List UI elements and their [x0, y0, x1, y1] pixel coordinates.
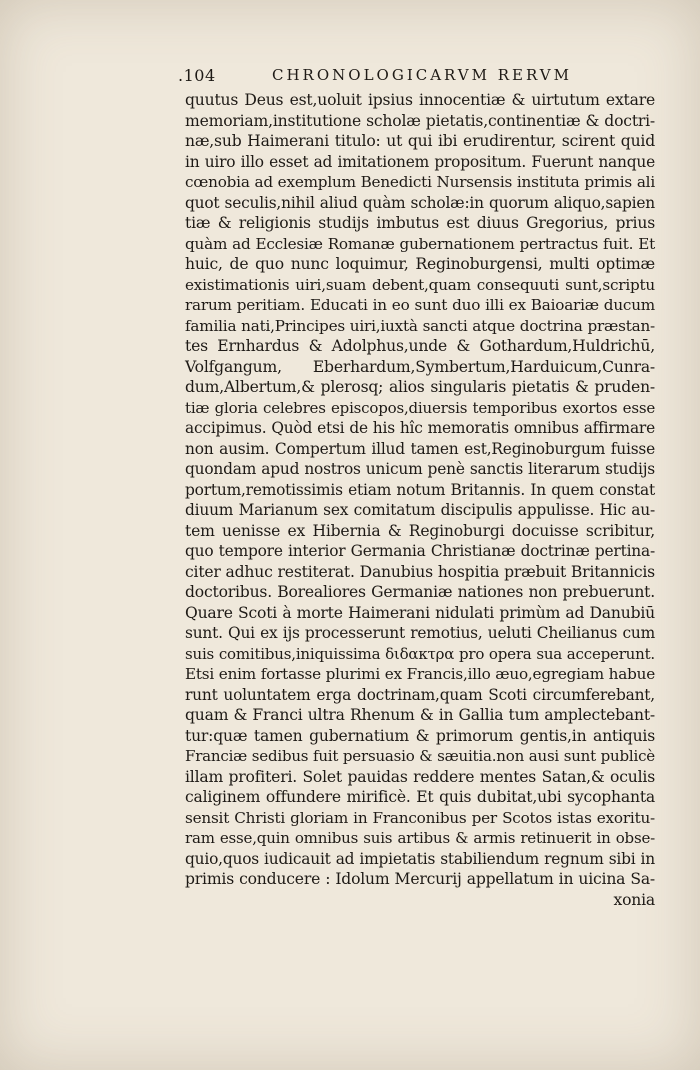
- text-line: Volfgangum, Eberhardum,Symbertum,Harduicum,Cunra-: [185, 357, 655, 376]
- text-line: quam & Franci ultra Rhenum & in Gallia tum amplectebant-: [185, 706, 655, 724]
- text-line: ram esse,quin omnibus suis artibus & armis retinuerit in obse-: [185, 829, 655, 847]
- text-line: næ,sub Haimerani titulo: ut qui ibi erudirentur, scirent quid: [185, 132, 655, 150]
- text-line: quàm ad Ecclesiæ Romanæ gubernationem pertractus fuit. Et: [185, 234, 655, 253]
- body-text: [185, 90, 655, 910]
- text-line: non ausim. Compertum illud tamen est,Reginoburgum fuisse: [185, 439, 655, 458]
- text-line: illam profiteri. Solet pauidas reddere mentes Satan,& oculis: [185, 767, 655, 786]
- text-line: existimationis uiri,suam debent,quam consequuti sunt,scriptu: [185, 275, 655, 294]
- text-line: sunt. Qui ex ijs processerunt remotius, ueluti Cheilianus cum: [185, 624, 655, 642]
- text-line: sensit Christi gloriam in Franconibus per Scotos istas exoritu-: [185, 808, 655, 827]
- catchword: xonia: [613, 890, 655, 909]
- text-line: quondam apud nostros unicum penè sanctis literarum studijs: [185, 460, 655, 478]
- page-number: .104: [178, 66, 216, 85]
- text-line: tes Ernhardus & Adolphus,unde & Gothardum,Huldrichū,: [185, 337, 655, 355]
- text-line: caliginem offundere mirificè. Et quis dubitat,ubi sycophanta: [185, 788, 655, 806]
- text-line: tiæ & religionis studijs imbutus est diuus Gregorius, prius: [185, 214, 655, 232]
- text-line: Quare Scoti à morte Haimerani nidulati primùm ad Danubiū: [185, 603, 655, 622]
- text-line: Franciæ sedibus fuit persuasio & sæuitia.non ausi sunt publicè: [185, 747, 655, 765]
- text-line: huic, de quo nunc loquimur, Reginoburgensi, multi optimæ: [185, 255, 655, 273]
- text-line: tem uenisse ex Hibernia & Reginoburgi docuisse scribitur,: [185, 521, 655, 540]
- text-line: suis comitibus,iniquissima διδακτρα pro opera sua acceperunt.: [185, 644, 655, 663]
- text-line: dum,Albertum,& plerosq; alios singularis pietatis & pruden-: [185, 378, 655, 396]
- text-line: quot seculis,nihil aliud quàm scholæ:in quorum aliquo,sapien: [185, 193, 655, 212]
- text-line: runt uoluntatem erga doctrinam,quam Scoti circumferebant,: [185, 685, 655, 704]
- text-line: accipimus. Quòd etsi de his hîc memoratis omnibus affirmare: [185, 419, 655, 437]
- text-line: quutus Deus est,uoluit ipsius innocentiæ & uirtutum extare: [185, 91, 655, 109]
- text-line: tiæ gloria celebres episcopos,diuersis temporibus exortos esse: [185, 398, 655, 417]
- text-line: primis conducere : Idolum Mercurij appellatum in uicina Sa-: [185, 870, 655, 888]
- text-line: familia nati,Principes uiri,iuxtà sancti atque doctrina præstan-: [185, 316, 655, 335]
- text-line: in uiro illo esset ad imitationem propositum. Fuerunt nanque: [185, 152, 655, 171]
- text-line: tur:quæ tamen gubernatium & primorum gentis,in antiquis: [185, 726, 655, 745]
- text-line: Etsi enim fortasse plurimi ex Francis,illo æuo,egregiam habue: [185, 665, 655, 683]
- text-line: portum,remotissimis etiam notum Britannis. In quem constat: [185, 480, 655, 499]
- text-line: diuum Marianum sex comitatum discipulis appulisse. Hic au-: [185, 501, 655, 519]
- running-title: CHRONOLOGICARVM RERVM: [272, 66, 572, 84]
- text-line: citer adhuc restiterat. Danubius hospitia præbuit Britannicis: [185, 562, 655, 581]
- text-line: memoriam,institutione scholæ pietatis,continentiæ & doctri-: [185, 111, 655, 130]
- text-line: cœnobia ad exemplum Benedicti Nursensis instituta primis ali: [185, 173, 655, 191]
- text-line: quo tempore interior Germania Christianæ doctrinæ pertina-: [185, 542, 655, 560]
- text-line: doctoribus. Borealiores Germaniæ nationes non prebuerunt.: [185, 583, 655, 601]
- text-line: rarum peritiam. Educati in eo sunt duo illi ex Baioariæ ducum: [185, 296, 655, 314]
- page-header: [178, 66, 628, 88]
- text-line: quio,quos iudicauit ad impietatis stabiliendum regnum sibi in: [185, 849, 655, 868]
